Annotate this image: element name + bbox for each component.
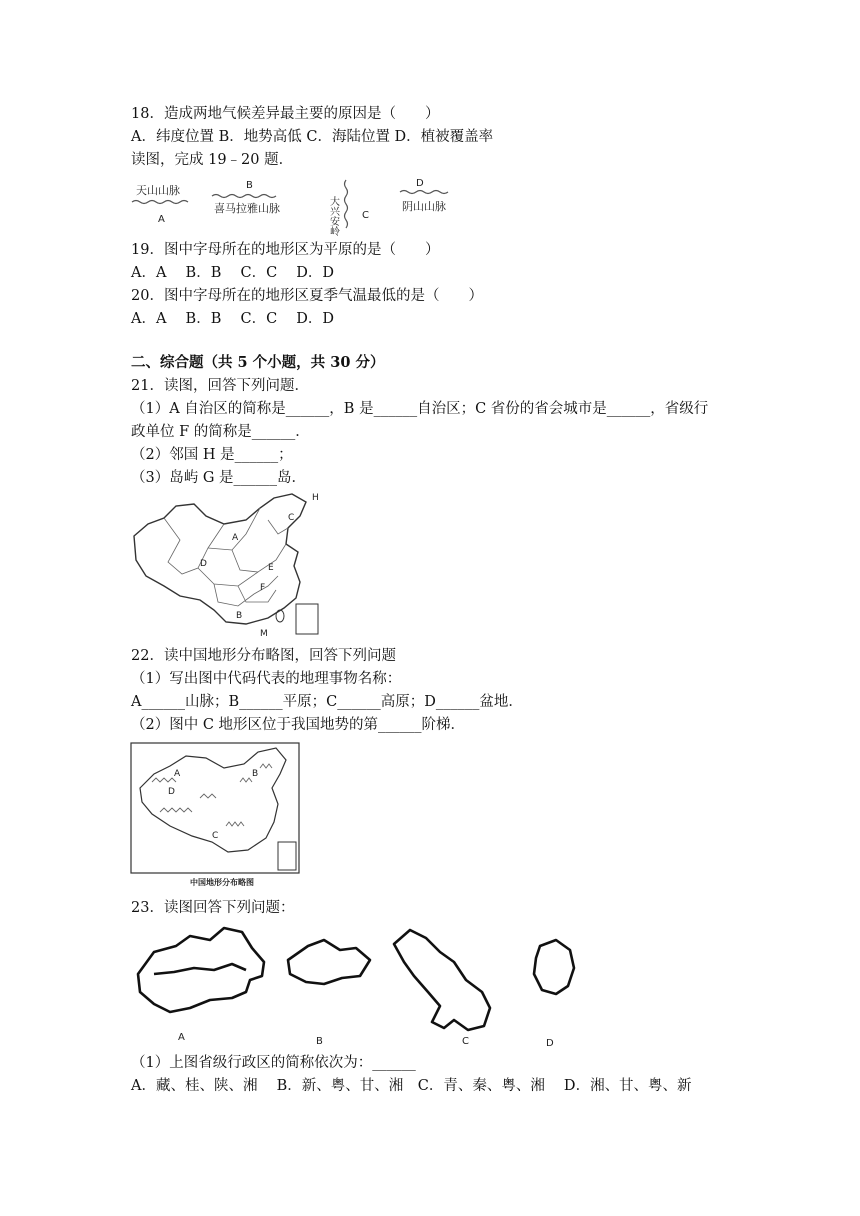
q19-options: A．A B．B C．C D．D [131, 265, 335, 281]
china-map-label-f: F [260, 583, 266, 593]
mountain-label-b: B [246, 180, 253, 191]
q19-stem: 19．图中字母所在的地形区为平原的是（ ） [131, 242, 440, 258]
china-map-label-a: A [232, 533, 239, 543]
q18-stem: 18．造成两地气候差异最主要的原因是（ ） [131, 106, 440, 122]
intro-19-20: 读图，完成 19﹣20 题． [131, 152, 294, 168]
q21-stem: 21．读图，回答下列问题． [131, 378, 309, 394]
terrain-label-b: B [252, 769, 259, 779]
mountain-symbol [160, 808, 192, 812]
daxinganling-label: 大兴安岭 [327, 196, 339, 236]
q22-part1-blanks: A______山脉；B______平原；C______高原；D______盆地． [131, 694, 523, 710]
mountain-symbol [200, 794, 216, 798]
tianshan-label: 天山山脉 [136, 184, 180, 197]
himalaya-label: 喜马拉雅山脉 [214, 202, 280, 215]
mountain-label-a: A [158, 214, 165, 225]
mountain-label-d: D [416, 178, 424, 189]
tianshan-range-line [132, 201, 188, 204]
province-border [238, 586, 276, 602]
mountain-symbol [152, 778, 176, 782]
yinshan-label: 阴山山脉 [402, 200, 446, 213]
daxinganling-range-line [345, 180, 348, 228]
province-border [232, 544, 286, 572]
q22-part2: （2）图中 C 地形区位于我国地势的第______阶梯． [131, 717, 466, 733]
province-border [164, 518, 224, 574]
q23-stem: 23．读图回答下列问题： [131, 900, 295, 916]
china-map-label-h: H [312, 493, 319, 503]
shape-label-b: B [316, 1036, 323, 1047]
china-terrain-map [130, 742, 300, 888]
mountains-figure [128, 174, 453, 236]
q20-stem: 20．图中字母所在的地形区夏季气温最低的是（ ） [131, 288, 483, 304]
china-map-label-m: M [260, 629, 268, 639]
mountain-label-c: C [362, 210, 369, 221]
section2-title: 二、综合题（共 5 个小题，共 30 分） [131, 354, 385, 371]
shape-d-hunan [534, 940, 574, 994]
province-shapes-figure [128, 918, 578, 1050]
q22-part1: （1）写出图中代码代表的地理事物名称： [131, 671, 402, 687]
province-border [268, 520, 288, 534]
q22-stem: 22．读中国地形分布略图，回答下列问题 [131, 648, 396, 664]
mountain-symbol [226, 822, 244, 826]
q21-part3: （3）岛屿 G 是______岛． [131, 470, 307, 486]
terrain-label-a: A [174, 769, 181, 779]
q20-options: A．A B．B C．C D．D [131, 311, 335, 327]
island-g [276, 610, 284, 622]
q18-options: A．纬度位置 B．地势高低 C．海陆位置 D．植被覆盖率 [131, 129, 494, 145]
shape-label-c: C [462, 1036, 469, 1047]
q21-part1-line1: （1）A 自治区的简称是______，B 是______自治区；C 省份的省会城市是______，省级行 [131, 401, 709, 417]
mountain-symbol [260, 764, 272, 768]
q23-options: A．藏、桂、陕、湘 B．新、粤、甘、湘 C．青、秦、粤、湘 D．湘、甘、粤、新 [131, 1078, 692, 1094]
china-provinces-map [128, 490, 328, 640]
himalaya-range-line [212, 195, 276, 198]
shape-label-d: D [546, 1038, 554, 1049]
q23-part1: （1）上图省级行政区的简称依次为：______ [131, 1055, 416, 1071]
yinshan-range-line [400, 191, 448, 194]
terrain-label-d: D [168, 787, 175, 797]
shape-label-a: A [178, 1032, 185, 1043]
china-outline [134, 494, 306, 624]
mountain-symbol [240, 778, 252, 782]
shape-b-guangdong [288, 940, 370, 984]
terrain-map-caption: 中国地形分布略图 [190, 878, 254, 887]
south-sea-inset [296, 604, 318, 634]
china-map-label-e: E [268, 563, 274, 573]
terrain-label-c: C [212, 831, 219, 841]
q21-part2: （2）邻国 H 是______； [131, 447, 293, 463]
china-map-label-d: D [200, 559, 207, 569]
shape-a-tianshan [154, 964, 246, 974]
china-map-label-c: C [288, 513, 295, 523]
shape-c-gansu [394, 930, 490, 1030]
china-map-label-b: B [236, 611, 243, 621]
q21-part1-line2: 政单位 F 的简称是______． [131, 424, 310, 440]
terrain-south-sea-inset [278, 842, 296, 870]
